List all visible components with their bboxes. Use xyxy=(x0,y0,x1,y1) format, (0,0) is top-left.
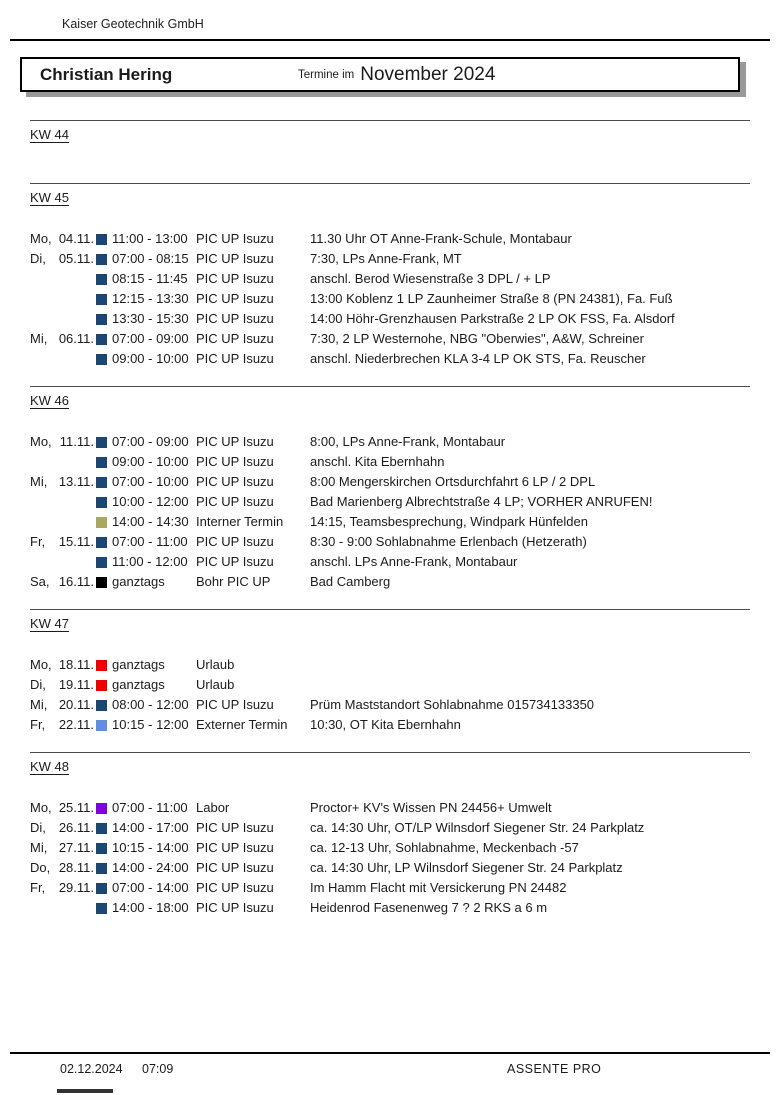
category-label: PIC UP Isuzu xyxy=(196,351,274,366)
category-label: PIC UP Isuzu xyxy=(196,880,274,895)
appointment-row xyxy=(30,249,750,269)
appointment-row xyxy=(30,472,750,492)
day-abbrev: Mo, xyxy=(30,657,52,672)
time-range: 14:00 - 17:00 xyxy=(112,820,189,835)
category-color-square xyxy=(96,477,107,488)
category-color-square xyxy=(96,557,107,568)
week-rows xyxy=(30,207,750,369)
week-section xyxy=(30,752,750,918)
description-text: ca. 12-13 Uhr, Sohlabnahme, Meckenbach -57 xyxy=(310,840,579,855)
category-label: PIC UP Isuzu xyxy=(196,331,274,346)
day-date: 28.11. xyxy=(58,860,94,875)
appointment-row xyxy=(30,269,750,289)
day-abbrev: Mi, xyxy=(30,840,48,855)
time-range: ganztags xyxy=(112,677,165,692)
day-abbrev: Fr, xyxy=(30,880,46,895)
category-color-square xyxy=(96,883,107,894)
description-text: Im Hamm Flacht mit Versickerung PN 24482 xyxy=(310,880,567,895)
description-text: Bad Marienberg Albrechtstraße 4 LP; VORHER ANRUFEN! xyxy=(310,494,653,509)
day-date: 15.11. xyxy=(58,534,94,549)
company-name: Kaiser Geotechnik GmbH xyxy=(62,17,204,31)
title-month: November 2024 xyxy=(360,63,496,85)
week-rows xyxy=(30,410,750,592)
day-date: 25.11. xyxy=(58,800,94,815)
title-prefix: Termine im xyxy=(298,68,355,81)
description-text: 10:30, OT Kita Ebernhahn xyxy=(310,717,461,732)
category-label: PIC UP Isuzu xyxy=(196,840,274,855)
description-text: 11.30 Uhr OT Anne-Frank-Schule, Montabaur xyxy=(310,231,572,246)
report-title xyxy=(298,59,495,90)
time-range: 14:00 - 24:00 xyxy=(112,860,189,875)
day-date: 05.11. xyxy=(58,251,94,266)
category-color-square xyxy=(96,803,107,814)
time-range: 08:00 - 12:00 xyxy=(112,697,189,712)
week-label: KW 48 xyxy=(30,759,70,774)
appointment-row xyxy=(30,818,750,838)
description-text: Heidenrod Fasenenweg 7 ? 2 RKS a 6 m xyxy=(310,900,548,915)
description-text: 7:30, LPs Anne-Frank, MT xyxy=(310,251,462,266)
appointment-row xyxy=(30,452,750,472)
person-name: Christian Hering xyxy=(40,65,173,84)
appointment-row xyxy=(30,695,750,715)
time-range: 10:00 - 12:00 xyxy=(112,494,189,509)
category-label: Interner Termin xyxy=(196,514,284,529)
category-color-square xyxy=(96,843,107,854)
category-color-square xyxy=(96,577,107,588)
description-text: anschl. Berod Wiesenstraße 3 DPL / + LP xyxy=(310,271,551,286)
category-label: PIC UP Isuzu xyxy=(196,271,274,286)
time-range: 07:00 - 09:00 xyxy=(112,331,189,346)
day-date: 22.11. xyxy=(58,717,94,732)
appointment-row xyxy=(30,349,750,369)
category-color-square xyxy=(96,314,107,325)
category-color-square xyxy=(96,294,107,305)
day-date: 13.11. xyxy=(58,474,94,489)
category-color-square xyxy=(96,517,107,528)
day-abbrev: Do, xyxy=(30,860,51,875)
week-rows xyxy=(30,776,750,918)
day-abbrev: Sa, xyxy=(30,574,50,589)
category-color-square xyxy=(96,497,107,508)
category-color-square xyxy=(96,457,107,468)
footer-print-time: 07:09 xyxy=(142,1062,174,1076)
week-section xyxy=(30,183,750,369)
week-rows xyxy=(30,144,750,166)
time-range: ganztags xyxy=(112,574,165,589)
day-date: 11.11. xyxy=(59,434,94,449)
appointment-row xyxy=(30,898,750,918)
appointment-row xyxy=(30,229,750,249)
category-label: Externer Termin xyxy=(196,717,288,732)
category-label: PIC UP Isuzu xyxy=(196,311,274,326)
description-text: Prüm Maststandort Sohlabnahme 015734133350 xyxy=(310,697,595,712)
week-section xyxy=(30,386,750,592)
category-label: PIC UP Isuzu xyxy=(196,474,274,489)
category-label: PIC UP Isuzu xyxy=(196,251,274,266)
time-range: 09:00 - 10:00 xyxy=(112,454,189,469)
category-label: Bohr PIC UP xyxy=(196,574,271,589)
day-date: 29.11. xyxy=(58,880,94,895)
description-text: anschl. Niederbrechen KLA 3-4 LP OK STS, Fa. Reuscher xyxy=(310,351,646,366)
description-text: anschl. LPs Anne-Frank, Montabaur xyxy=(310,554,518,569)
category-color-square xyxy=(96,903,107,914)
time-range: 12:15 - 13:30 xyxy=(112,291,189,306)
day-date: 04.11. xyxy=(58,231,94,246)
time-range: 11:00 - 12:00 xyxy=(112,554,188,569)
category-color-square xyxy=(96,680,107,691)
time-range: 07:00 - 10:00 xyxy=(112,474,189,489)
day-abbrev: Mo, xyxy=(30,434,52,449)
category-label: Urlaub xyxy=(196,657,235,672)
description-text: Proctor+ KV's Wissen PN 24456+ Umwelt xyxy=(310,800,552,815)
time-range: 11:00 - 13:00 xyxy=(112,231,188,246)
week-label: KW 44 xyxy=(30,127,70,142)
category-label: PIC UP Isuzu xyxy=(196,534,274,549)
week-section xyxy=(30,609,750,735)
appointment-row xyxy=(30,858,750,878)
category-label: PIC UP Isuzu xyxy=(196,434,274,449)
footer-print-date: 02.12.2024 xyxy=(60,1062,123,1076)
day-abbrev: Di, xyxy=(30,820,46,835)
category-label: Labor xyxy=(196,800,230,815)
description-text: 7:30, 2 LP Westernohe, NBG "Oberwies", A&W, Schreiner xyxy=(310,331,644,346)
category-color-square xyxy=(96,334,107,345)
category-label: PIC UP Isuzu xyxy=(196,820,274,835)
day-abbrev: Fr, xyxy=(30,534,46,549)
day-abbrev: Mi, xyxy=(30,474,48,489)
week-rows xyxy=(30,633,750,735)
appointment-row xyxy=(30,552,750,572)
day-date: 19.11. xyxy=(58,677,94,692)
footer-app-name: ASSENTE PRO xyxy=(507,1062,602,1076)
footer-rule xyxy=(10,1052,770,1054)
description-text: 13:00 Koblenz 1 LP Zaunheimer Straße 8 (PN 24381), Fa. Fuß xyxy=(310,291,673,306)
description-text: ca. 14:30 Uhr, OT/LP Wilnsdorf Siegener Str. 24 Parkplatz xyxy=(310,820,645,835)
time-range: 14:00 - 14:30 xyxy=(112,514,189,529)
appointment-row xyxy=(30,655,750,675)
day-abbrev: Mo, xyxy=(30,800,52,815)
category-color-square xyxy=(96,823,107,834)
category-color-square xyxy=(96,660,107,671)
description-text: 14:00 Höhr-Grenzhausen Parkstraße 2 LP OK FSS, Fa. Alsdorf xyxy=(310,311,675,326)
day-abbrev: Mo, xyxy=(30,231,52,246)
time-range: 08:15 - 11:45 xyxy=(112,271,188,286)
appointment-row xyxy=(30,838,750,858)
time-range: 07:00 - 09:00 xyxy=(112,434,189,449)
category-label: PIC UP Isuzu xyxy=(196,860,274,875)
category-label: PIC UP Isuzu xyxy=(196,291,274,306)
day-date: 16.11. xyxy=(58,574,94,589)
day-date: 27.11. xyxy=(58,840,94,855)
appointment-row xyxy=(30,532,750,552)
day-date: 06.11. xyxy=(58,331,94,346)
day-date: 18.11. xyxy=(58,657,94,672)
title-bar xyxy=(20,57,740,92)
category-color-square xyxy=(96,274,107,285)
category-color-square xyxy=(96,254,107,265)
category-label: PIC UP Isuzu xyxy=(196,554,274,569)
description-text: Bad Camberg xyxy=(310,574,391,589)
appointment-row xyxy=(30,798,750,818)
description-text: 8:00, LPs Anne-Frank, Montabaur xyxy=(310,434,506,449)
header-rule xyxy=(10,39,770,41)
category-label: Urlaub xyxy=(196,677,235,692)
appointment-row xyxy=(30,675,750,695)
category-color-square xyxy=(96,863,107,874)
category-label: PIC UP Isuzu xyxy=(196,231,274,246)
category-label: PIC UP Isuzu xyxy=(196,454,274,469)
category-color-square xyxy=(96,537,107,548)
appointment-row xyxy=(30,492,750,512)
day-date: 26.11. xyxy=(58,820,94,835)
appointment-row xyxy=(30,878,750,898)
day-abbrev: Di, xyxy=(30,251,46,266)
weeks-container xyxy=(0,120,780,935)
week-label: KW 47 xyxy=(30,616,70,631)
category-color-square xyxy=(96,700,107,711)
week-section xyxy=(30,120,750,166)
description-text: 8:00 Mengerskirchen Ortsdurchfahrt 6 LP / 2 DPL xyxy=(310,474,596,489)
description-text: 8:30 - 9:00 Sohlabnahme Erlenbach (Hetzerath) xyxy=(310,534,587,549)
time-range: 10:15 - 12:00 xyxy=(112,717,189,732)
day-abbrev: Di, xyxy=(30,677,46,692)
description-text: 14:15, Teamsbesprechung, Windpark Hünfelden xyxy=(310,514,588,529)
appointment-row xyxy=(30,309,750,329)
time-range: 14:00 - 18:00 xyxy=(112,900,189,915)
appointment-row xyxy=(30,572,750,592)
next-page-edge-artifact xyxy=(57,1089,113,1093)
time-range: 07:00 - 11:00 xyxy=(112,534,188,549)
category-label: PIC UP Isuzu xyxy=(196,900,274,915)
time-range: 07:00 - 11:00 xyxy=(112,800,188,815)
day-date: 20.11. xyxy=(58,697,94,712)
category-label: PIC UP Isuzu xyxy=(196,494,274,509)
appointment-row xyxy=(30,715,750,735)
week-label: KW 45 xyxy=(30,190,70,205)
time-range: 09:00 - 10:00 xyxy=(112,351,189,366)
description-text: anschl. Kita Ebernhahn xyxy=(310,454,445,469)
appointment-row xyxy=(30,329,750,349)
time-range: 10:15 - 14:00 xyxy=(112,840,189,855)
category-color-square xyxy=(96,354,107,365)
day-abbrev: Mi, xyxy=(30,331,48,346)
week-label: KW 46 xyxy=(30,393,70,408)
category-color-square xyxy=(96,234,107,245)
description-text: ca. 14:30 Uhr, LP Wilnsdorf Siegener Str. 24 Parkplatz xyxy=(310,860,623,875)
appointment-row xyxy=(30,432,750,452)
appointment-row xyxy=(30,512,750,532)
time-range: 07:00 - 08:15 xyxy=(112,251,189,266)
appointment-row xyxy=(30,289,750,309)
category-color-square xyxy=(96,720,107,731)
time-range: ganztags xyxy=(112,657,165,672)
category-color-square xyxy=(96,437,107,448)
day-abbrev: Fr, xyxy=(30,717,46,732)
category-label: PIC UP Isuzu xyxy=(196,697,274,712)
day-abbrev: Mi, xyxy=(30,697,48,712)
time-range: 07:00 - 14:00 xyxy=(112,880,189,895)
time-range: 13:30 - 15:30 xyxy=(112,311,189,326)
